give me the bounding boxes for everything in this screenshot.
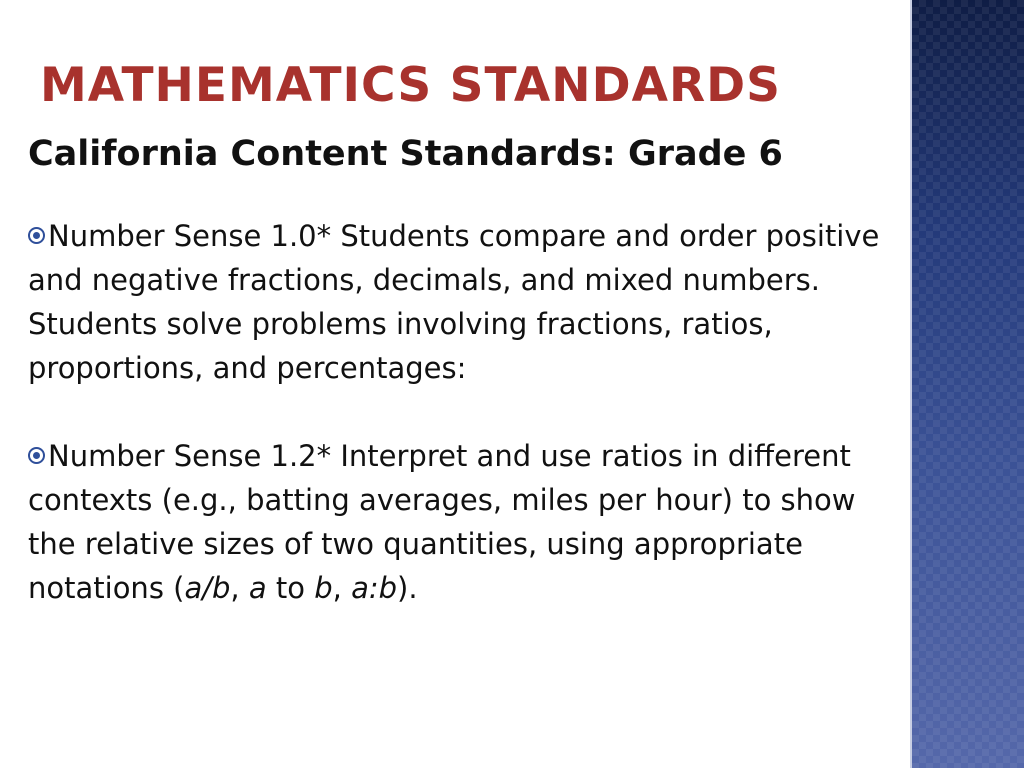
bullet-item-number-sense-1-2 bbox=[28, 434, 908, 610]
decorative-side-band bbox=[912, 0, 1024, 768]
bullet-item-number-sense-1-0 bbox=[28, 214, 908, 390]
slide-title: MATHEMATICS STANDARDS bbox=[40, 58, 782, 113]
circle-bullet-icon bbox=[28, 227, 45, 244]
notation-b: b bbox=[314, 571, 333, 605]
notation-fraction: a/b bbox=[184, 571, 231, 605]
separator: , bbox=[230, 571, 249, 605]
notation-to: to bbox=[266, 571, 315, 605]
bullet-list bbox=[28, 214, 908, 654]
bullet-text: Number Sense 1.2* Interpret and use ratios in different contexts (e.g., batting averages, miles per hour) to show the relative sizes of two quantities, using appropriate notations ( bbox=[28, 439, 856, 605]
notation-a: a bbox=[248, 571, 267, 605]
slide-subtitle: California Content Standards: Grade 6 bbox=[28, 134, 783, 174]
notation-colon: a:b bbox=[351, 571, 398, 605]
separator: , bbox=[332, 571, 352, 605]
bullet-text-end: ). bbox=[397, 571, 418, 605]
circle-bullet-icon bbox=[28, 447, 45, 464]
bullet-text: Number Sense 1.0* Students compare and order positive and negative fractions, decimals, and mixed numbers. Students solve problems involving fractions, ratios, proportions, and percentages: bbox=[28, 219, 880, 385]
